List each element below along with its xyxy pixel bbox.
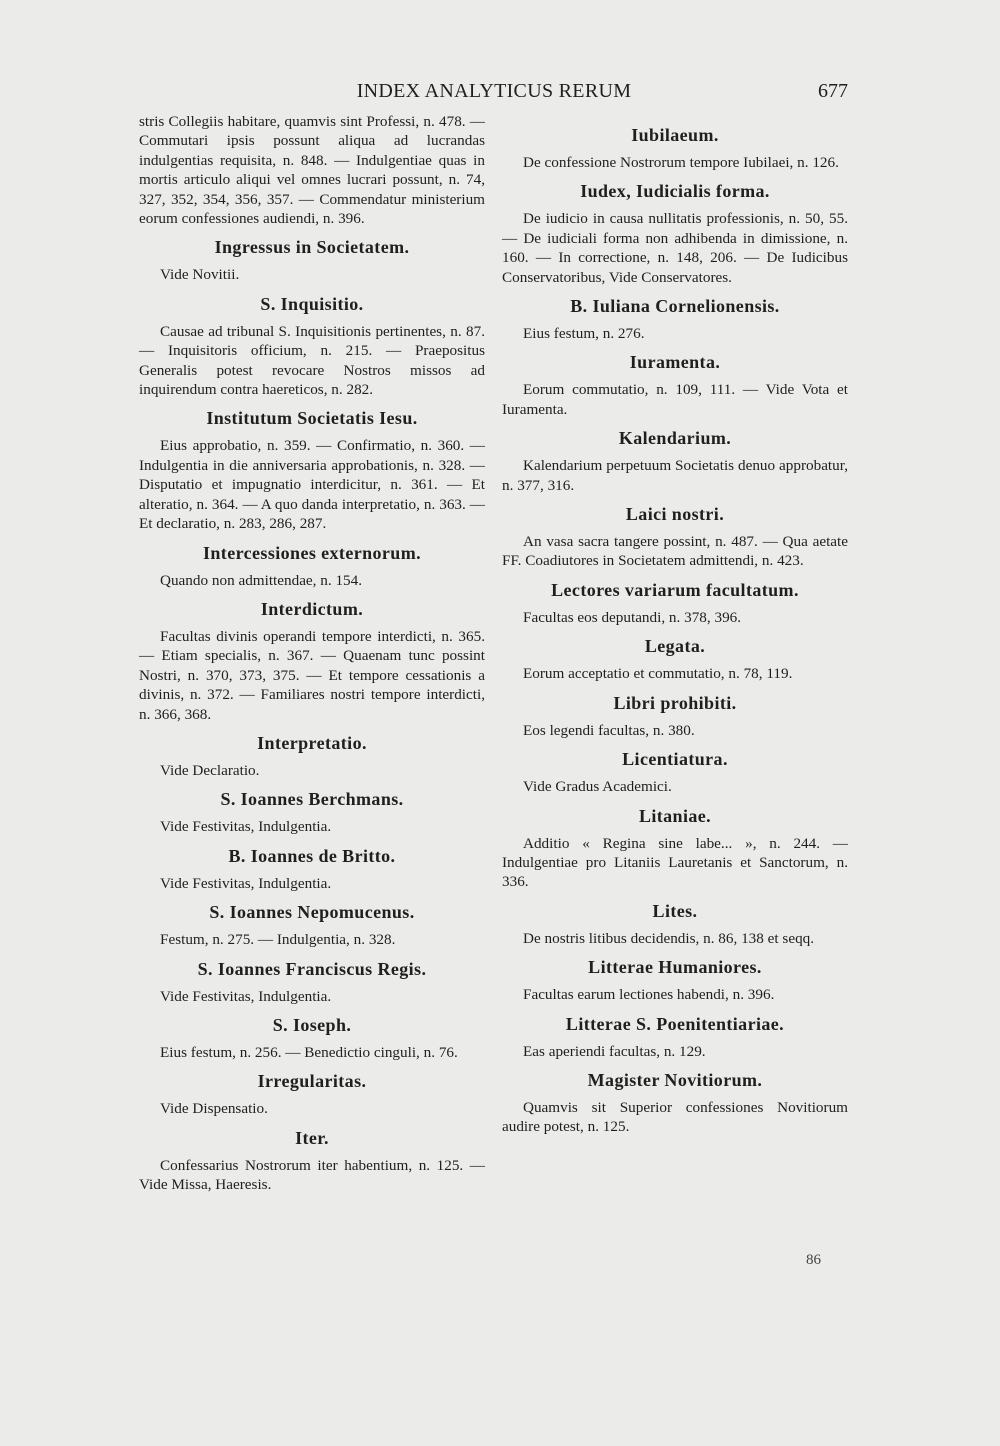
index-entry-text: Vide Dispensatio. [160,1100,268,1118]
index-heading: Legata. [644,636,706,657]
index-entry-text: Vide Festivitas, Indulgentia. [160,818,332,836]
index-heading: B. Iuliana Cornelionensis. [570,296,780,317]
index-heading: Interdictum. [260,598,364,619]
index-heading: Institutum Societatis Iesu. [206,408,418,429]
index-entry-text: Quamvis sit Superior confessiones Novitiorum audire potest, n. 125. [502,1098,848,1136]
index-entry-text: Additio « Regina sine labe... », n. 244. — Indulgentiae pro Litaniis Lauretanis et Sanctorum, n. 336. [502,834,848,891]
index-heading: S. Ioseph. [272,1014,352,1035]
index-entry-text: Quando non admittendae, n. 154. [160,571,363,589]
left-index-column [139,112,485,1195]
index-entry-text: Vide Declaratio. [160,761,260,779]
index-entry-text: Eorum acceptatio et commutatio, n. 78, 119. [523,665,793,683]
index-heading: S. Ioannes Nepomucenus. [209,902,415,923]
running-head [140,80,848,110]
index-entry-text: Vide Festivitas, Indulgentia. [160,874,332,892]
index-entry-text: Eius approbatio, n. 359. — Confirmatio, n. 360. — Indulgentia in die anniversaria approbationis, n. 328. — Disputatio et impugnatio interdicitur, n. 361. — Et alteratio, n. 364. — A quo danda interpretatio, n. 363. — Et declaratio, n. 283, 286, 287. [139,437,485,533]
index-heading: Intercessiones externorum. [202,542,422,563]
index-heading: Irregularitas. [257,1071,367,1092]
index-entry-text: De iudicio in causa nullitatis professionis, n. 50, 55. — De iudiciali forma non adhibenda in dimissione, n. 160. — In correctione, n. 148, 206. — De Iudicibus Conservatoribus, Vide Conservatores. [502,210,848,286]
index-entry-text: stris Collegiis habitare, quamvis sint Professi, n. 478. — Commutari ipsis possunt aliqua ad lucrandas indulgentias requisita, n. 848. — Indulgentiae quas in mortis articulo aliqui vel omnes lucrari possunt, n. 74, 327, 352, 354, 356, 357. — Commendatur ministerium eorum confessiones audiendi, n. 396. [139,113,485,228]
index-heading: Iudex, Iudicialis forma. [580,181,770,202]
index-entry-text: Festum, n. 275. — Indulgentia, n. 328. [160,931,396,949]
index-entry-text: De confessione Nostrorum tempore Iubilaei, n. 126. [523,154,839,171]
index-heading: Iter. [295,1127,329,1148]
index-heading: Iuramenta. [629,352,721,373]
index-entry-text: Vide Novitii. [160,266,240,284]
index-heading: S. Ioannes Berchmans. [220,789,404,810]
index-heading: B. Ioannes de Britto. [228,845,396,866]
index-entry-text: Vide Festivitas, Indulgentia. [160,987,332,1005]
index-entry-text: De nostris litibus decidendis, n. 86, 138 et seqq. [523,929,815,947]
signature-mark: 86 [806,1252,821,1268]
index-heading: Magister Novitiorum. [587,1069,763,1090]
index-heading: S. Inquisitio. [260,293,364,314]
index-entry-text: Causae ad tribunal S. Inquisitionis pertinentes, n. 87. — Inquisitoris officium, n. 215. — Praepositus Generalis potest revocare Nostros missos ad inquirendum contra haereticos, n. 282. [139,322,485,399]
index-heading: Ingressus in Societatem. [214,237,410,258]
index-heading: Litterae Humaniores. [588,957,762,978]
index-heading: S. Ioannes Franciscus Regis. [197,958,427,979]
index-entry-text: Eos legendi facultas, n. 380. [523,721,695,739]
index-heading: Laici nostri. [625,504,725,525]
index-heading: Libri prohibiti. [613,692,737,713]
index-heading: Interpretatio. [257,732,367,753]
index-heading: Lites. [652,900,698,921]
index-heading: Litterae S. Poenitentiariae. [565,1013,785,1034]
index-heading: Kalendarium. [618,428,732,449]
index-heading: Litaniae. [638,805,712,826]
index-heading: Iubilaeum. [631,125,719,145]
index-heading: Lectores variarum facultatum. [551,579,799,600]
index-entry-text: Facultas earum lectiones habendi, n. 396. [523,986,775,1004]
right-index-column [502,112,848,1137]
index-heading: Licentiatura. [622,749,728,770]
index-entry-text: Eas aperiendi facultas, n. 129. [523,1042,706,1060]
index-entry-text: Facultas eos deputandi, n. 378, 396. [523,608,742,626]
page-number: 677 [818,80,848,102]
index-entry-text: Confessarius Nostrorum iter habentium, n. 125. — Vide Missa, Haeresis. [139,1156,485,1194]
index-entry-text: Facultas divinis operandi tempore interdicti, n. 365. — Etiam specialis, n. 367. — Quaenam tunc possint Nostri, n. 370, 373, 375. — Et tempore cessationis a divinis, n. 372. — Familiares nostri tempore interdicti, n. 366, 368. [139,627,485,723]
index-entry-text: Kalendarium perpetuum Societatis denuo approbatur, n. 377, 316. [502,457,848,494]
index-entry-text: An vasa sacra tangere possint, n. 487. — Qua aetate FF. Coadiutores in Societatem admittendi, n. 423. [502,533,848,570]
running-head-title: INDEX ANALYTICUS RERUM [356,80,632,102]
index-entry-text: Eius festum, n. 276. [523,325,645,343]
index-entry-text: Vide Gradus Academici. [523,778,672,796]
index-entry-text: Eius festum, n. 256. — Benedictio cinguli, n. 76. [160,1043,458,1061]
index-entry-text: Eorum commutatio, n. 109, 111. — Vide Vota et Iuramenta. [502,381,848,418]
